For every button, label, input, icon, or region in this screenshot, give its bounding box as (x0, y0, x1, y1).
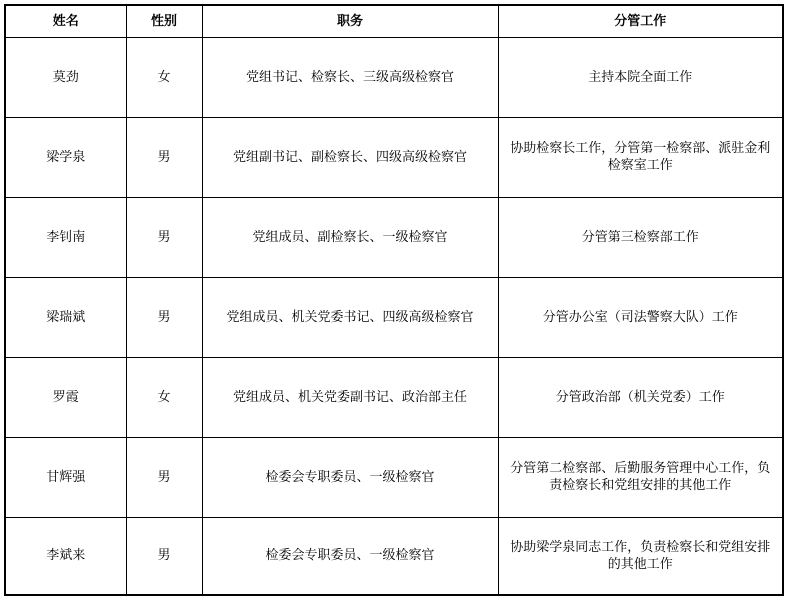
cell-position: 党组成员、机关党委副书记、政治部主任 (202, 357, 498, 437)
cell-name: 莫劲 (5, 37, 126, 117)
header-row (5, 5, 783, 37)
table-row (5, 37, 783, 117)
cell-sex: 男 (126, 437, 202, 517)
table-row (5, 277, 783, 357)
cell-duties: 分管办公室（司法警察大队）工作 (498, 277, 783, 357)
cell-sex: 男 (126, 117, 202, 197)
cell-duties: 协助梁学泉同志工作，负责检察长和党组安排的其他工作 (498, 517, 783, 595)
cell-name: 李斌来 (5, 517, 126, 595)
cell-position: 检委会专职委员、一级检察官 (202, 517, 498, 595)
cell-position: 检委会专职委员、一级检察官 (202, 437, 498, 517)
cell-sex: 男 (126, 197, 202, 277)
cell-sex: 女 (126, 37, 202, 117)
header-sex: 性别 (126, 5, 202, 37)
table-row (5, 197, 783, 277)
table-row (5, 117, 783, 197)
table-header (5, 5, 783, 37)
cell-position: 党组成员、副检察长、一级检察官 (202, 197, 498, 277)
table-row (5, 517, 783, 595)
cell-sex: 女 (126, 357, 202, 437)
staff-duties-table (4, 4, 784, 596)
cell-name: 罗霞 (5, 357, 126, 437)
cell-duties: 分管第三检察部工作 (498, 197, 783, 277)
cell-position: 党组书记、检察长、三级高级检察官 (202, 37, 498, 117)
cell-name: 梁瑞斌 (5, 277, 126, 357)
header-position: 职务 (202, 5, 498, 37)
cell-duties: 分管第二检察部、后勤服务管理中心工作，负责检察长和党组安排的其他工作 (498, 437, 783, 517)
cell-sex: 男 (126, 277, 202, 357)
table-body (5, 37, 783, 595)
cell-sex: 男 (126, 517, 202, 595)
table-row (5, 437, 783, 517)
cell-duties: 主持本院全面工作 (498, 37, 783, 117)
cell-name: 梁学泉 (5, 117, 126, 197)
header-name: 姓名 (5, 5, 126, 37)
cell-duties: 协助检察长工作，分管第一检察部、派驻金利检察室工作 (498, 117, 783, 197)
cell-name: 李钊南 (5, 197, 126, 277)
cell-duties: 分管政治部（机关党委）工作 (498, 357, 783, 437)
cell-position: 党组副书记、副检察长、四级高级检察官 (202, 117, 498, 197)
cell-name: 甘辉强 (5, 437, 126, 517)
table-row (5, 357, 783, 437)
header-duties: 分管工作 (498, 5, 783, 37)
cell-position: 党组成员、机关党委书记、四级高级检察官 (202, 277, 498, 357)
